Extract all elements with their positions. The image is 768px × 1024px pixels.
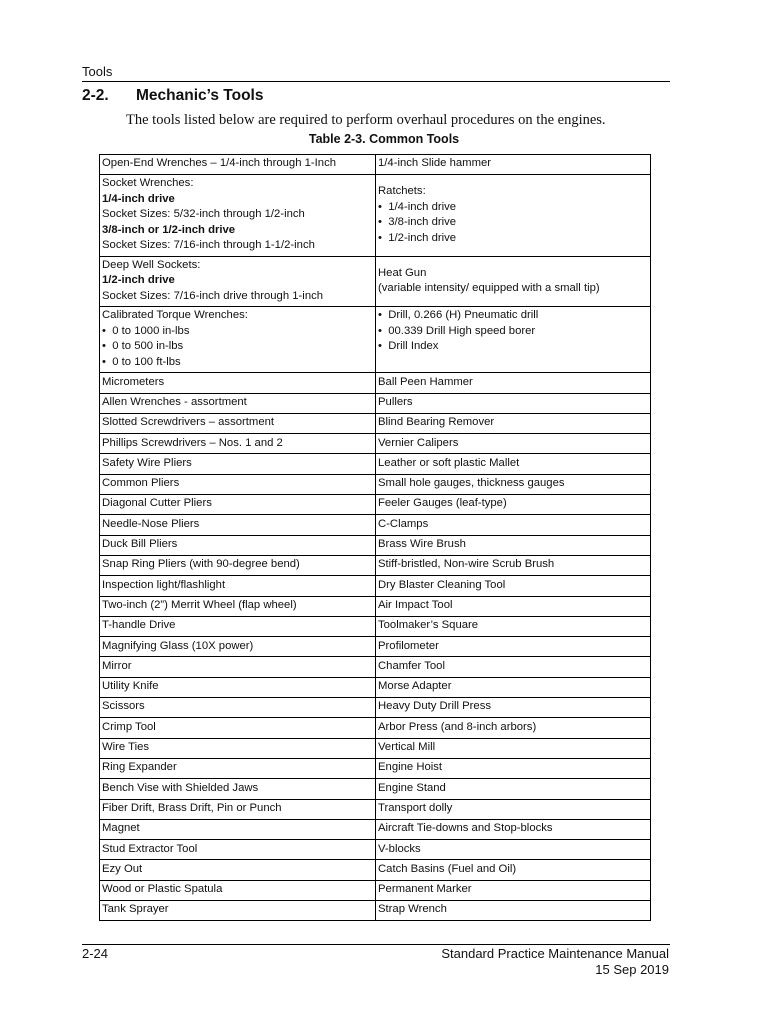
- intro-paragraph: The tools listed below are required to perform overhaul procedures on the engines.: [126, 112, 606, 128]
- table-row: [100, 155, 651, 175]
- cell-text: Profilometer: [378, 639, 439, 652]
- table-row: [100, 307, 651, 373]
- tool-cell-left: [100, 576, 376, 596]
- cell-text: Common Pliers: [102, 477, 180, 490]
- cell-text: Magnet: [102, 822, 140, 835]
- tool-cell-left: [100, 495, 376, 515]
- footer-title-block: [441, 946, 669, 978]
- table-row: [100, 454, 651, 474]
- cell-text: Deep Well Sockets:: [102, 258, 201, 271]
- cell-text: 1/4-inch drive: [102, 192, 175, 205]
- tool-cell-right: [376, 535, 651, 555]
- tool-cell-right: [376, 373, 651, 393]
- cell-text: Calibrated Torque Wrenches:: [102, 309, 248, 322]
- cell-text: Ring Expander: [102, 761, 177, 774]
- tool-cell-right: [376, 256, 651, 307]
- table-row: [100, 596, 651, 616]
- cell-text: Open-End Wrenches – 1/4-inch through 1-Inch: [102, 157, 337, 170]
- tool-cell-left: [100, 596, 376, 616]
- cell-text: Heavy Duty Drill Press: [378, 700, 491, 713]
- tool-cell-right: [376, 779, 651, 799]
- section-heading: [82, 87, 263, 105]
- table-row: [100, 758, 651, 778]
- table-row: [100, 698, 651, 718]
- cell-text: Aircraft Tie-downs and Stop-blocks: [378, 822, 553, 835]
- table-row: [100, 718, 651, 738]
- tool-cell-right: [376, 860, 651, 880]
- tool-cell-right: [376, 677, 651, 697]
- cell-text: Arbor Press (and 8-inch arbors): [378, 720, 537, 733]
- tool-cell-left: [100, 413, 376, 433]
- bullet-item: • Drill Index: [378, 339, 648, 355]
- cell-text: Scissors: [102, 700, 145, 713]
- footer-divider: [82, 944, 670, 945]
- tool-cell-right: [376, 901, 651, 921]
- tool-cell-right: [376, 718, 651, 738]
- cell-text: Ezy Out: [102, 862, 143, 875]
- tool-cell-right: [376, 434, 651, 454]
- cell-text: Socket Sizes: 5/32-inch through 1/2-inch: [102, 208, 305, 221]
- table-row: [100, 657, 651, 677]
- cell-text: Heat Gun: [378, 266, 427, 279]
- tool-cell-right: [376, 738, 651, 758]
- cell-text: 3/8-inch or 1/2-inch drive: [102, 223, 236, 236]
- bullet-item: • 0 to 1000 in-lbs: [102, 324, 373, 340]
- cell-text: Snap Ring Pliers (with 90-degree bend): [102, 558, 300, 571]
- bullet-item: • 0 to 100 ft-lbs: [102, 355, 373, 371]
- table-row: [100, 175, 651, 257]
- cell-text: Chamfer Tool: [378, 659, 445, 672]
- cell-text: Leather or soft plastic Mallet: [378, 456, 520, 469]
- tool-cell-right: [376, 413, 651, 433]
- cell-text: Catch Basins (Fuel and Oil): [378, 862, 517, 875]
- tool-cell-left: [100, 819, 376, 839]
- cell-text: Wood or Plastic Spatula: [102, 883, 223, 896]
- cell-text: Permanent Marker: [378, 883, 472, 896]
- cell-text: Duck Bill Pliers: [102, 538, 178, 551]
- cell-text: T-handle Drive: [102, 619, 176, 632]
- cell-text: Magnifying Glass (10X power): [102, 639, 254, 652]
- cell-text: Wire Ties: [102, 741, 150, 754]
- tool-cell-left: [100, 515, 376, 535]
- tool-cell-left: [100, 373, 376, 393]
- cell-text: Ball Peen Hammer: [378, 375, 473, 388]
- tool-cell-left: [100, 901, 376, 921]
- tool-cell-left: [100, 698, 376, 718]
- tool-cell-left: [100, 758, 376, 778]
- tool-cell-left: [100, 555, 376, 575]
- cell-text: 1/2-inch drive: [102, 274, 175, 287]
- cell-text: Morse Adapter: [378, 680, 452, 693]
- common-tools-table: [99, 154, 651, 921]
- table-row: [100, 880, 651, 900]
- cell-text: C-Clamps: [378, 517, 429, 530]
- cell-text: Slotted Screwdrivers – assortment: [102, 416, 275, 429]
- tool-cell-right: [376, 596, 651, 616]
- cell-text: Small hole gauges, thickness gauges: [378, 477, 565, 490]
- tool-cell-left: [100, 434, 376, 454]
- table-row: [100, 901, 651, 921]
- table-row: [100, 840, 651, 860]
- tool-cell-left: [100, 535, 376, 555]
- tools-table-body: [100, 155, 651, 921]
- cell-text: Inspection light/flashlight: [102, 578, 226, 591]
- table-row: [100, 535, 651, 555]
- table-row: [100, 434, 651, 454]
- cell-text: Brass Wire Brush: [378, 538, 466, 551]
- cell-text: Pullers: [378, 395, 413, 408]
- cell-text: Micrometers: [102, 375, 165, 388]
- tool-cell-left: [100, 637, 376, 657]
- table-row: [100, 393, 651, 413]
- tool-cell-right: [376, 840, 651, 860]
- tool-cell-right: [376, 474, 651, 494]
- tool-cell-left: [100, 880, 376, 900]
- tool-cell-right: [376, 616, 651, 636]
- tool-cell-left: [100, 657, 376, 677]
- cell-text: Mirror: [102, 659, 132, 672]
- bullet-item: • 1/2-inch drive: [378, 231, 648, 247]
- cell-text: [378, 355, 648, 371]
- cell-text: Bench Vise with Shielded Jaws: [102, 781, 259, 794]
- table-row: [100, 677, 651, 697]
- revision-date: 15 Sep 2019: [595, 962, 669, 977]
- section-title: Mechanic’s Tools: [136, 87, 264, 104]
- tool-cell-left: [100, 718, 376, 738]
- cell-text: 1/4-inch Slide hammer: [378, 157, 492, 170]
- tool-cell-right: [376, 637, 651, 657]
- tool-cell-left: [100, 155, 376, 175]
- table-caption: Table 2-3. Common Tools: [308, 132, 460, 146]
- tool-cell-left: [100, 256, 376, 307]
- tool-cell-right: [376, 515, 651, 535]
- table-row: [100, 576, 651, 596]
- cell-text: Tank Sprayer: [102, 903, 169, 916]
- tool-cell-left: [100, 616, 376, 636]
- cell-text: Fiber Drift, Brass Drift, Pin or Punch: [102, 801, 282, 814]
- tool-cell-left: [100, 175, 376, 257]
- cell-text: Socket Sizes: 7/16-inch drive through 1-inch: [102, 289, 324, 302]
- tool-cell-right: [376, 758, 651, 778]
- cell-text: Toolmaker’s Square: [378, 619, 479, 632]
- table-row: [100, 819, 651, 839]
- tool-cell-right: [376, 307, 651, 373]
- tool-cell-left: [100, 454, 376, 474]
- tool-cell-right: [376, 880, 651, 900]
- tool-cell-right: [376, 175, 651, 257]
- table-row: [100, 373, 651, 393]
- cell-text: (variable intensity/ equipped with a small tip): [378, 282, 600, 295]
- tool-cell-left: [100, 860, 376, 880]
- cell-text: Transport dolly: [378, 801, 453, 814]
- cell-text: Two-inch (2”) Merrit Wheel (flap wheel): [102, 598, 297, 611]
- tool-cell-right: [376, 155, 651, 175]
- table-row: [100, 860, 651, 880]
- tool-cell-left: [100, 799, 376, 819]
- table-row: [100, 256, 651, 307]
- tool-cell-right: [376, 576, 651, 596]
- cell-text: Stud Extractor Tool: [102, 842, 198, 855]
- section-number: 2-2.: [82, 87, 109, 104]
- manual-title: Standard Practice Maintenance Manual: [441, 946, 669, 961]
- cell-text: Feeler Gauges (leaf-type): [378, 497, 507, 510]
- cell-text: Socket Wrenches:: [102, 177, 194, 190]
- tool-cell-left: [100, 307, 376, 373]
- cell-text: Vertical Mill: [378, 741, 436, 754]
- table-row: [100, 413, 651, 433]
- table-row: [100, 515, 651, 535]
- tool-cell-left: [100, 840, 376, 860]
- tool-cell-left: [100, 393, 376, 413]
- tool-cell-right: [376, 799, 651, 819]
- tool-cell-right: [376, 393, 651, 413]
- table-row: [100, 637, 651, 657]
- cell-text: Needle-Nose Pliers: [102, 517, 200, 530]
- cell-text: V-blocks: [378, 842, 421, 855]
- cell-text: Vernier Calipers: [378, 436, 459, 449]
- tool-cell-left: [100, 738, 376, 758]
- cell-text: Socket Sizes: 7/16-inch through 1-1/2-inch: [102, 239, 315, 252]
- page-number: 2-24: [82, 946, 109, 961]
- table-row: [100, 474, 651, 494]
- cell-text: Stiff-bristled, Non-wire Scrub Brush: [378, 558, 555, 571]
- cell-text: Ratchets:: [378, 185, 426, 198]
- tool-cell-right: [376, 454, 651, 474]
- tool-cell-right: [376, 698, 651, 718]
- bullet-item: • 1/4-inch drive: [378, 200, 648, 216]
- cell-text: Engine Hoist: [378, 761, 443, 774]
- cell-text: Strap Wrench: [378, 903, 447, 916]
- cell-text: Crimp Tool: [102, 720, 156, 733]
- table-row: [100, 779, 651, 799]
- bullet-item: • Drill, 0.266 (H) Pneumatic drill: [378, 308, 648, 324]
- table-row: [100, 616, 651, 636]
- tool-cell-right: [376, 819, 651, 839]
- running-header: Tools: [82, 64, 113, 79]
- cell-text: Phillips Screwdrivers – Nos. 1 and 2: [102, 436, 283, 449]
- cell-text: Safety Wire Pliers: [102, 456, 192, 469]
- cell-text: Allen Wrenches - assortment: [102, 395, 247, 408]
- table-row: [100, 495, 651, 515]
- tool-cell-right: [376, 657, 651, 677]
- bullet-item: • 3/8-inch drive: [378, 215, 648, 231]
- cell-text: Engine Stand: [378, 781, 446, 794]
- bullet-item: • 00.339 Drill High speed borer: [378, 324, 648, 340]
- table-row: [100, 738, 651, 758]
- cell-text: Dry Blaster Cleaning Tool: [378, 578, 506, 591]
- cell-text: Utility Knife: [102, 680, 159, 693]
- cell-text: Air Impact Tool: [378, 598, 453, 611]
- table-row: [100, 799, 651, 819]
- bullet-item: • 0 to 500 in-lbs: [102, 339, 373, 355]
- table-row: [100, 555, 651, 575]
- tool-cell-right: [376, 495, 651, 515]
- tool-cell-left: [100, 474, 376, 494]
- tool-cell-left: [100, 779, 376, 799]
- cell-text: Blind Bearing Remover: [378, 416, 495, 429]
- tool-cell-right: [376, 555, 651, 575]
- tool-cell-left: [100, 677, 376, 697]
- cell-text: Diagonal Cutter Pliers: [102, 497, 212, 510]
- header-divider: [82, 81, 670, 82]
